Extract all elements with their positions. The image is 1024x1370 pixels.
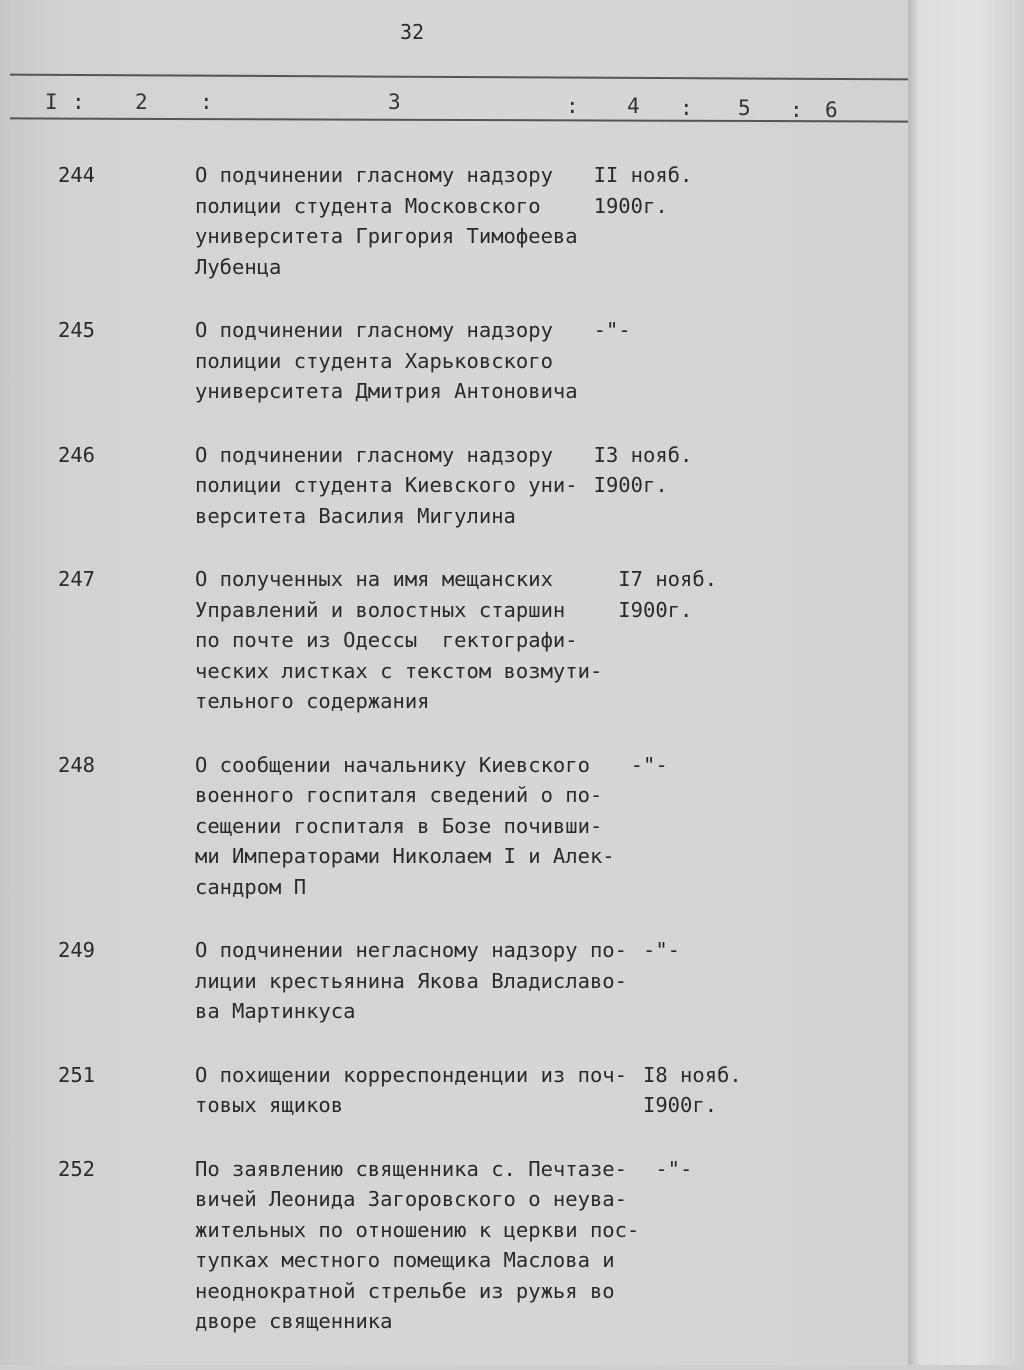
description-line: тельного содержания	[195, 689, 430, 713]
list-item	[0, 160, 910, 282]
list-item	[0, 315, 910, 407]
description-line: полиции студента Харьковского	[195, 348, 553, 373]
entry-number: 248	[58, 752, 96, 777]
description-line: дворе священника	[195, 1309, 393, 1333]
description-line: вичей Леонида Загоровского о неува-	[195, 1187, 627, 1211]
page-edge	[908, 0, 1024, 1365]
entry-description	[195, 750, 615, 903]
description-line: лиции крестьянина Якова Владиславо-	[195, 968, 627, 993]
entry-description	[195, 1060, 627, 1121]
entry-number: 247	[58, 567, 96, 591]
description-line: неоднократной стрельбе из ружья во	[195, 1278, 615, 1303]
entry-number: 245	[58, 318, 96, 342]
entry-description	[195, 1154, 639, 1337]
column-separator: :	[566, 94, 579, 118]
entries-list	[0, 160, 910, 1370]
list-item	[0, 564, 910, 717]
description-line: по почте из Одессы гектографи-	[195, 628, 578, 652]
column-header-1: I	[45, 90, 58, 114]
entry-number: 249	[58, 938, 96, 962]
description-line: Лубенца	[195, 254, 282, 279]
description-line: верситета Василия Мигулина	[195, 503, 516, 528]
description-line: О подчинении гласному надзору	[195, 163, 553, 187]
entry-date: II нояб. 1900г.	[593, 163, 693, 218]
description-line: жительных по отношению к церкви пос-	[195, 1217, 640, 1242]
description-line: О полученных на имя мещанских	[195, 567, 553, 591]
description-line: полиции студента Киевского уни-	[195, 473, 578, 497]
column-separator: :	[72, 90, 85, 114]
entry-number: 246	[58, 442, 96, 467]
list-item	[0, 440, 910, 532]
column-header-2: 2	[135, 90, 148, 114]
list-item	[0, 1154, 910, 1337]
entry-number: 251	[58, 1062, 96, 1087]
column-separator: :	[680, 96, 693, 120]
column-header-5: 5	[738, 96, 751, 120]
list-item	[0, 750, 910, 903]
description-line: полиции студента Московского	[195, 193, 541, 218]
description-line: сещении госпиталя в Бозе почивши-	[195, 813, 603, 838]
description-line: университета Дмитрия Антоновича	[195, 379, 578, 403]
entry-date: -"-	[593, 318, 631, 342]
entry-date: I8 нояб. I900г.	[642, 1062, 742, 1117]
entry-date: I3 нояб. I900г.	[593, 442, 693, 497]
entry-description	[195, 564, 602, 717]
description-line: О подчинении гласному надзору	[195, 442, 553, 467]
description-line: сандром П	[195, 874, 307, 899]
entry-number: 252	[58, 1156, 96, 1181]
description-line: ва Мартинкуса	[195, 999, 356, 1023]
column-header-3: 3	[388, 90, 401, 114]
description-line: ми Императорами Николаем I и Алек-	[195, 844, 615, 868]
description-line: товых ящиков	[195, 1093, 344, 1117]
description-line: О подчинении негласному надзору по-	[195, 938, 627, 962]
description-line: тупках местного помещика Маслова и	[195, 1248, 615, 1272]
description-line: По заявлению священника с. Печтазе-	[195, 1156, 627, 1181]
description-line: военного госпиталя сведений о по-	[195, 783, 603, 807]
entry-date: -"-	[630, 752, 668, 777]
entry-date: -"-	[642, 938, 681, 962]
description-line: Управлений и волостных старшин	[195, 597, 566, 622]
entry-description	[195, 935, 627, 1027]
entry-description	[195, 160, 578, 282]
description-line: университета Григория Тимофеева	[195, 224, 578, 248]
column-separator: :	[790, 98, 803, 122]
column-header-6: 6	[825, 98, 838, 122]
page-number: 32	[400, 20, 425, 44]
entry-number: 244	[58, 163, 96, 187]
column-separator: :	[200, 90, 213, 114]
entry-date: -"-	[655, 1156, 693, 1181]
description-line: ческих листках с текстом возмути-	[195, 658, 603, 683]
entry-date: I7 нояб. I900г.	[618, 567, 718, 622]
entry-description	[195, 315, 578, 407]
description-line: О подчинении гласному надзору	[195, 318, 553, 342]
column-header-4: 4	[627, 94, 640, 118]
description-line: О сообщении начальнику Киевского	[195, 752, 590, 777]
description-line: О похищении корреспонденции из поч-	[195, 1062, 627, 1087]
list-item	[0, 1060, 910, 1121]
list-item	[0, 935, 910, 1027]
entry-description	[195, 440, 578, 532]
